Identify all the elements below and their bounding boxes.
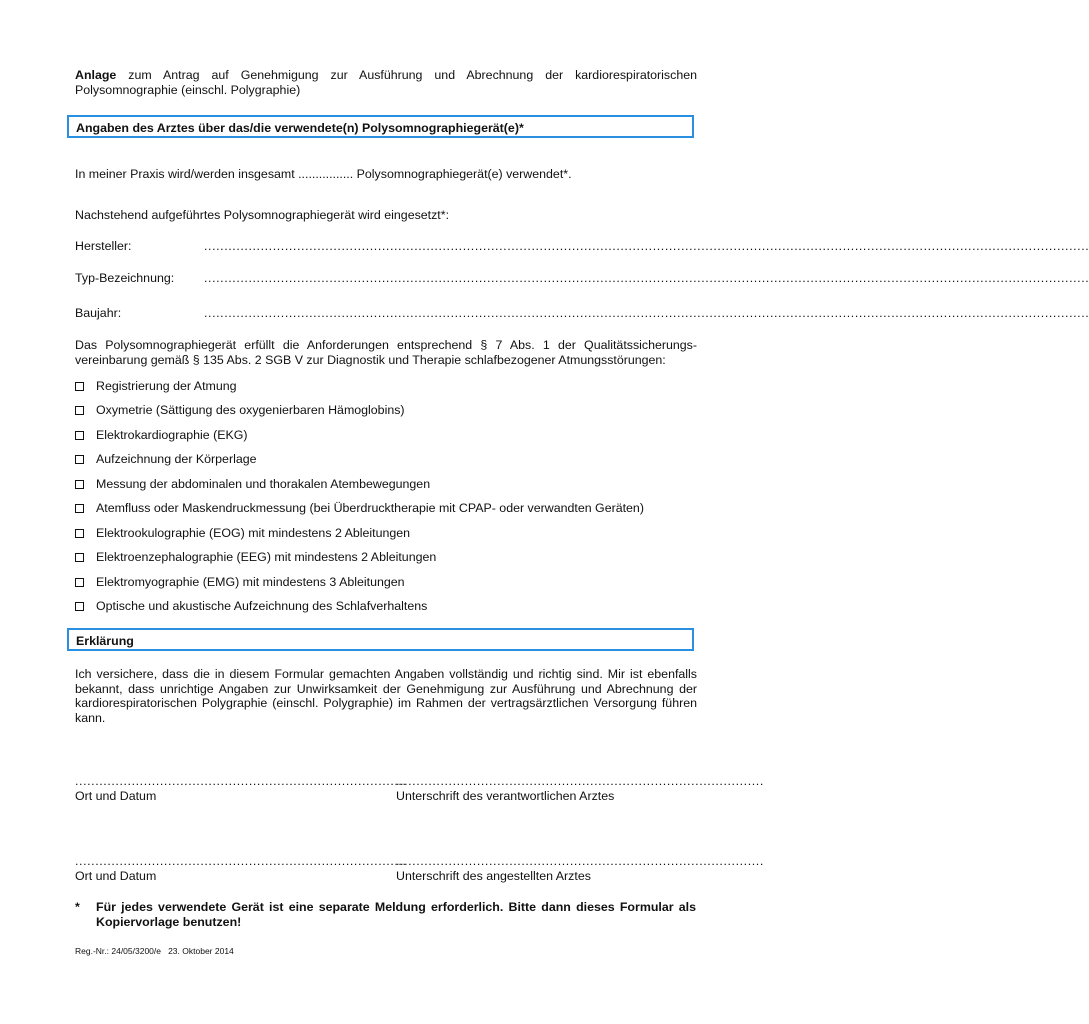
checkbox-breathing-movements[interactable] [75,480,84,489]
intro-paragraph [75,68,697,98]
checkbox-body-position[interactable] [75,455,84,464]
footer-reg-number: Reg.-Nr.: 24/05/3200/e 23. Oktober 2014 [75,946,234,956]
note-asterisk: * [75,900,80,914]
checkbox-label: Registrierung der Atmung [96,379,237,393]
checkbox-oximetry[interactable] [75,406,84,415]
checkbox-label: Messung der abdominalen und thorakalen Atembewegungen [96,477,431,491]
checkbox-sleep-recording[interactable] [75,602,84,611]
place-date-label-1: Ort und Datum [75,789,157,803]
place-date-field-2[interactable]: .................................................................................. [75,854,407,868]
place-date-label-2: Ort und Datum [75,869,157,883]
year-field[interactable]: ........................................................................................................................................................................................................................... [204,306,1089,320]
place-date-field-1[interactable]: .................................................................................. [75,774,407,788]
intro-bold: Anlage [75,68,117,82]
checkbox-airflow[interactable] [75,504,84,513]
intro-text: zum Antrag auf Genehmigung zur Ausführung und Abrechnung der kardiorespiratorischen Polysomnographie (einschl. Polygraphie) [75,68,697,97]
note-text: Für jedes verwendete Gerät ist eine separate Meldung erforderlich. Bitte dann dieses Formular als Kopiervorlage benutzen! [96,900,696,929]
signature-field-responsible[interactable]: ........................................................................................... [396,774,764,788]
checkbox-ekg[interactable] [75,431,84,440]
checkbox-label: Elektrookulographie (EOG) mit mindestens 2 Ableitungen [96,526,411,540]
checkbox-label: Elektromyographie (EMG) mit mindestens 3 Ableitungen [96,575,405,589]
section-header-device [67,115,694,138]
signature-field-employed[interactable]: ........................................................................................... [396,854,764,868]
checkbox-label: Elektroenzephalographie (EEG) mit mindestens 2 Ableitungen [96,550,437,564]
requirements-paragraph: Das Polysomnographiegerät erfüllt die Anforderungen entsprechend § 7 Abs. 1 der Qualitätssicherungs-vereinbarung gemäß § 135 Abs. 2 SGB V zur Diagnostik und Therapie schlafbezogener Atmungsstörungen: [75,338,697,367]
manufacturer-field[interactable]: ........................................................................................................................................................................................................................... [204,239,1089,253]
signature-label-employed: Unterschrift des angestellten Arztes [396,869,591,883]
checkbox-eog[interactable] [75,529,84,538]
checkbox-label: Oxymetrie (Sättigung des oxygenierbaren Hämoglobins) [96,403,405,417]
section-header-declaration [67,628,694,651]
checkbox-label: Elektrokardiographie (EKG) [96,428,248,442]
checkbox-emg[interactable] [75,578,84,587]
checkbox-respiration[interactable] [75,382,84,391]
device-count-line: In meiner Praxis wird/werden insgesamt ................ Polysomnographiegerät(e) verwendet*. [75,167,572,181]
checkbox-label: Optische und akustische Aufzeichnung des Schlafverhaltens [96,599,428,613]
checkbox-label: Atemfluss oder Maskendruckmessung (bei Überdrucktherapie mit CPAP- oder verwandten Geräten) [96,501,644,515]
checkbox-label: Aufzeichnung der Körperlage [96,452,257,466]
type-field[interactable]: ........................................................................................................................................................................................................................... [204,271,1089,285]
signature-label-responsible: Unterschrift des verantwortlichen Arztes [396,789,615,803]
type-label: Typ-Bezeichnung: [75,271,175,285]
checkbox-eeg[interactable] [75,553,84,562]
device-used-line: Nachstehend aufgeführtes Polysomnographiegerät wird eingesetzt*: [75,208,450,222]
manufacturer-label: Hersteller: [75,239,132,253]
section-title-declaration: Erklärung [76,634,134,648]
declaration-paragraph: Ich versichere, dass die in diesem Formular gemachten Angaben vollständig und richtig sind. Mir ist ebenfalls bekannt, dass unrichtige Angaben zur Unwirksamkeit der Genehmigung zur Ausführung und Abrechnung der kardiorespiratorischen Polygraphie (einschl. Polygraphie) im Rahmen der vertragsärztlichen Versorgung führen kann. [75,667,697,725]
section-title-device: Angaben des Arztes über das/die verwendete(n) Polysomnographiegerät(e)* [76,121,524,135]
year-label: Baujahr: [75,306,122,320]
